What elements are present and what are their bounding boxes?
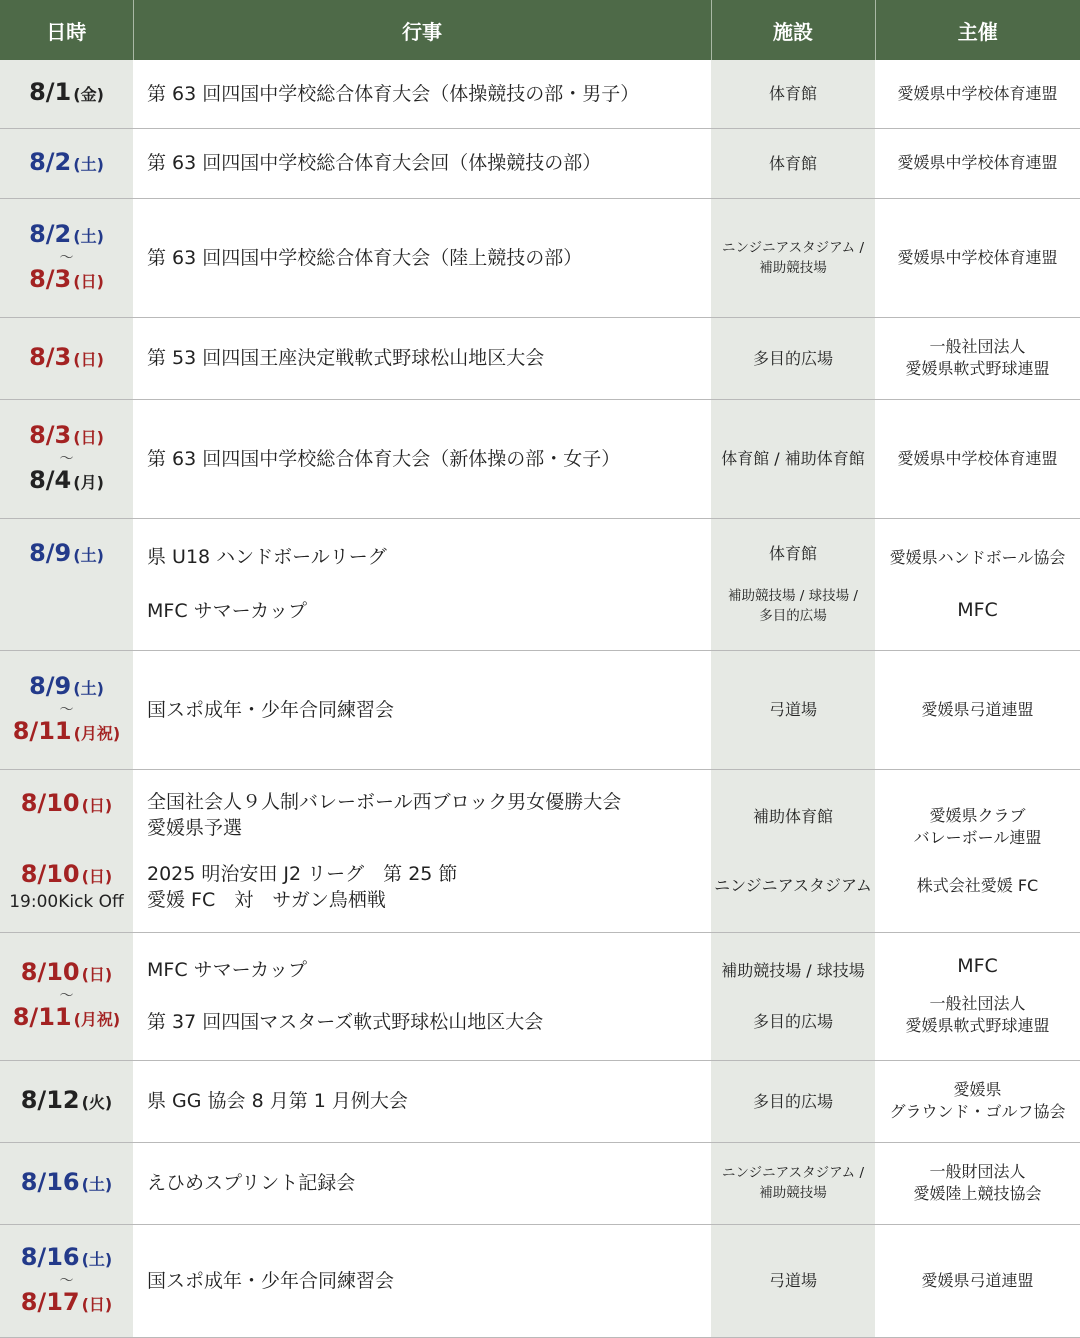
organizer-line: グラウンド・ゴルフ協会 (889, 1102, 1066, 1121)
date: 8/10 (20, 788, 80, 817)
date: 8/1 (29, 78, 72, 107)
weekday: (土) (73, 154, 104, 174)
facility: 弓道場 (768, 1271, 817, 1290)
end-date: 8/4 (29, 465, 72, 494)
date: 8/16 (20, 1167, 80, 1196)
event-cell (133, 1060, 711, 1142)
end-weekday: (月祝) (73, 1010, 121, 1029)
end-date: 8/3 (29, 264, 72, 293)
end-weekday: (日) (73, 271, 104, 291)
end-date: 8/17 (20, 1287, 80, 1316)
event-name: MFC サマーカップ (147, 959, 308, 981)
date-cell (0, 1224, 133, 1337)
facility: 多目的広場 (752, 1091, 833, 1111)
event-name-line: 全国社会人９人制バレーボール西ブロック男女優勝大会 (147, 790, 622, 813)
weekday: (日) (81, 795, 113, 815)
date: 8/9 (29, 538, 72, 567)
organizer-line: 一般社団法人 (929, 337, 1026, 356)
date: 8/10 (20, 859, 80, 888)
facility-cell (711, 399, 875, 518)
facility-cell (711, 518, 875, 650)
facility: 弓道場 (768, 700, 817, 719)
range-tilde: 〜 (59, 249, 74, 266)
organizer: 愛媛県ハンドボール協会 (889, 548, 1066, 567)
date-cell (0, 1060, 133, 1142)
event-name: 第 63 回四国中学校総合体育大会（新体操の部・女子） (147, 447, 621, 470)
event-cell (133, 198, 711, 317)
weekday: (日) (81, 866, 113, 886)
facility-cell (711, 128, 875, 198)
date-cell (0, 317, 133, 399)
start-weekday: (土) (73, 226, 104, 246)
organizer-line: 一般財団法人 (929, 1162, 1026, 1181)
start-date: 8/10 (20, 958, 80, 986)
start-date: 8/3 (29, 420, 72, 449)
facility-cell (711, 1224, 875, 1337)
facility-line: ニンジニアスタジアム / (721, 1165, 865, 1181)
table-row (0, 932, 1080, 1060)
organizer-cell (875, 60, 1080, 128)
organizer-line: 愛媛県軟式野球連盟 (905, 1016, 1050, 1035)
organizer-line: 愛媛県 (953, 1080, 1002, 1099)
facility-cell (711, 198, 875, 317)
table-row (0, 128, 1080, 198)
start-weekday: (土) (73, 678, 104, 698)
facility-cell (711, 1142, 875, 1224)
date: 8/2 (29, 147, 72, 176)
facility: 補助競技場 / 球技場 (721, 961, 865, 980)
facility-line: 補助競技場 / 球技場 / (728, 587, 858, 604)
header-facility: 施設 (711, 0, 875, 60)
event-name: 国スポ成年・少年合同練習会 (147, 1269, 395, 1292)
organizer: 愛媛県中学校体育連盟 (897, 448, 1058, 468)
organizer: 愛媛県弓道連盟 (921, 699, 1034, 719)
organizer-cell (875, 932, 1080, 1060)
weekday: (日) (73, 349, 104, 369)
table-row (0, 399, 1080, 518)
date: 8/3 (29, 342, 72, 371)
event-name: 第 53 回四国王座決定戦軟式野球松山地区大会 (147, 347, 545, 369)
organizer: 愛媛県弓道連盟 (921, 1270, 1034, 1290)
event-name: 第 37 回四国マスターズ軟式野球松山地区大会 (147, 1011, 544, 1033)
organizer-cell (875, 399, 1080, 518)
range-tilde: 〜 (59, 701, 74, 718)
facility-cell (711, 932, 875, 1060)
range-tilde: 〜 (59, 988, 74, 1004)
organizer-cell (875, 317, 1080, 399)
event-name: 第 63 回四国中学校総合体育大会（陸上競技の部） (147, 246, 583, 269)
event-name: 県 U18 ハンドボールリーグ (147, 546, 387, 568)
weekday: (火) (81, 1092, 113, 1112)
table-row (0, 518, 1080, 650)
event-name-line: 愛媛 FC 対 サガン鳥栖戦 (147, 888, 386, 911)
weekday: (土) (81, 1174, 113, 1194)
end-weekday: (日) (81, 1294, 113, 1314)
facility-line: 補助競技場 (759, 1185, 827, 1201)
table-row (0, 1224, 1080, 1337)
kickoff-time: 19:00Kick Off (9, 891, 124, 912)
date-cell (0, 198, 133, 317)
organizer: 愛媛県中学校体育連盟 (897, 153, 1058, 172)
organizer-cell (875, 198, 1080, 317)
start-weekday: (日) (73, 427, 104, 447)
event-cell (133, 1224, 711, 1337)
header-row (0, 0, 1080, 60)
facility-cell (711, 650, 875, 769)
organizer-cell (875, 650, 1080, 769)
table-row (0, 1142, 1080, 1224)
event-cell (133, 769, 711, 932)
end-date: 8/11 (12, 1003, 72, 1031)
date-cell (0, 769, 133, 932)
event-cell (133, 932, 711, 1060)
weekday: (金) (73, 85, 104, 105)
end-weekday: (月) (73, 472, 104, 492)
facility: 体育館 (768, 543, 817, 563)
date-cell (0, 1142, 133, 1224)
start-weekday: (土) (81, 1249, 113, 1269)
facility-line: 補助競技場 (759, 259, 827, 276)
organizer-cell (875, 1224, 1080, 1337)
event-cell (133, 60, 711, 128)
event-cell (133, 1142, 711, 1224)
organizer-line: バレーボール連盟 (913, 827, 1042, 847)
event-cell (133, 650, 711, 769)
date-cell (0, 399, 133, 518)
start-date: 8/16 (20, 1242, 80, 1271)
organizer: MFC (957, 599, 998, 621)
facility: 体育館 (768, 84, 817, 104)
date-cell (0, 518, 133, 650)
facility: ニンジニアスタジアム (714, 875, 872, 895)
event-name: 第 63 回四国中学校総合体育大会回（体操競技の部） (147, 152, 602, 174)
organizer-cell (875, 769, 1080, 932)
organizer-line: 愛媛県クラブ (929, 805, 1026, 825)
facility: 体育館 / 補助体育館 (721, 449, 865, 468)
date-cell (0, 932, 133, 1060)
table-row (0, 60, 1080, 128)
table-row (0, 769, 1080, 932)
organizer: MFC (957, 955, 998, 977)
facility-cell (711, 60, 875, 128)
event-name: MFC サマーカップ (147, 600, 308, 622)
organizer-cell (875, 518, 1080, 650)
table-row (0, 198, 1080, 317)
facility-line: 多目的広場 (759, 607, 827, 624)
event-cell (133, 317, 711, 399)
table-row (0, 317, 1080, 399)
event-cell (133, 128, 711, 198)
event-name-line: 2025 明治安田 J2 リーグ 第 25 節 (147, 862, 458, 885)
table-row (0, 1060, 1080, 1142)
date-cell (0, 650, 133, 769)
facility: 体育館 (768, 153, 817, 173)
table-row (0, 650, 1080, 769)
facility-cell (711, 1060, 875, 1142)
organizer: 愛媛県中学校体育連盟 (897, 247, 1058, 267)
facility-cell (711, 769, 875, 932)
start-date: 8/2 (29, 219, 72, 248)
organizer-line: 愛媛県軟式野球連盟 (905, 359, 1050, 378)
date-cell (0, 60, 133, 128)
facility-line: ニンジニアスタジアム / (721, 239, 865, 256)
event-cell (133, 518, 711, 650)
event-name: えひめスプリント記録会 (147, 1172, 356, 1194)
start-date: 8/9 (29, 671, 72, 700)
range-tilde: 〜 (59, 450, 74, 467)
organizer-cell (875, 128, 1080, 198)
organizer-line: 愛媛陸上競技協会 (913, 1184, 1042, 1203)
facility-cell (711, 317, 875, 399)
facility: 多目的広場 (752, 1012, 833, 1031)
facility: 多目的広場 (752, 348, 833, 368)
organizer-line: 一般社団法人 (929, 994, 1026, 1013)
header-event: 行事 (133, 0, 711, 60)
organizer-cell (875, 1142, 1080, 1224)
weekday: (土) (73, 545, 104, 565)
range-tilde: 〜 (59, 1272, 74, 1289)
event-name: 国スポ成年・少年合同練習会 (147, 698, 395, 721)
event-name: 第 63 回四国中学校総合体育大会（体操競技の部・男子） (147, 82, 640, 105)
start-weekday: (日) (81, 965, 113, 984)
facility: 補助体育館 (752, 806, 833, 826)
organizer-cell (875, 1060, 1080, 1142)
date: 8/12 (20, 1085, 80, 1114)
header-date: 日時 (0, 0, 133, 60)
organizer: 株式会社愛媛 FC (916, 875, 1039, 895)
end-date: 8/11 (12, 716, 72, 745)
organizer: 愛媛県中学校体育連盟 (897, 83, 1058, 103)
event-cell (133, 399, 711, 518)
end-weekday: (月祝) (73, 723, 121, 743)
event-name-line: 愛媛県予選 (147, 816, 243, 839)
header-organizer: 主催 (875, 0, 1080, 60)
date-cell (0, 128, 133, 198)
event-name: 県 GG 協会 8 月第 1 月例大会 (147, 1090, 408, 1112)
